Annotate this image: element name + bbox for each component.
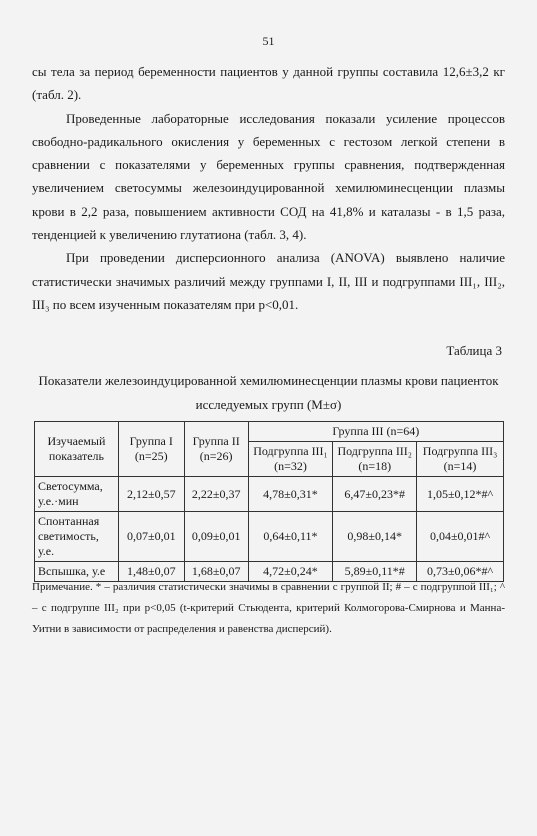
cell-subgroup-1: 4,72±0,24*: [248, 562, 333, 582]
data-table: [34, 421, 504, 582]
cell-subgroup-3: 1,05±0,12*#^: [417, 477, 504, 512]
row-label: Спонтанная светимость, у.е.: [35, 512, 119, 562]
cell-subgroup-1: 0,64±0,11*: [248, 512, 333, 562]
header-subgroup-2: Подгруппа III₂ (n=18): [333, 442, 417, 477]
table-header-row: [35, 422, 504, 442]
page-number: 51: [262, 34, 275, 48]
cell-group-2: 0,09±0,01: [184, 512, 248, 562]
cell-subgroup-3: 0,04±0,01#^: [417, 512, 504, 562]
header-group-2: Группа II (n=26): [184, 422, 248, 477]
row-label: Светосумма, у.е.·мин: [35, 477, 119, 512]
cell-subgroup-2: 0,98±0,14*: [333, 512, 417, 562]
paragraph-2: Проведенные лабораторные исследования показали усиление процессов свободно-радикального окисления у беременных с гестозом легкой степени в сравнении с показателями у беременных группы сравнения, подтвержденная увеличением светосуммы железоиндуцированной хемилюминесценции плазмы крови в 2,2 раза, повышением активности СОД на 41,8% и каталазы - в 1,5 раза, тенденцией к увеличению глутатиона (табл. 3, 4).: [32, 110, 505, 243]
table-number: Таблица 3: [446, 343, 502, 358]
cell-subgroup-2: 5,89±0,11*#: [333, 562, 417, 582]
header-subgroup-3: Подгруппа III₃ (n=14): [417, 442, 504, 477]
table-row: [35, 512, 504, 562]
cell-group-1: 2,12±0,57: [118, 477, 184, 512]
cell-subgroup-3: 0,73±0,06*#^: [417, 562, 504, 582]
header-subgroup-1: Подгруппа III₁ (n=32): [248, 442, 333, 477]
header-indicator: Изучаемый показатель: [35, 422, 119, 477]
cell-subgroup-1: 4,78±0,31*: [248, 477, 333, 512]
body-text: [32, 60, 505, 316]
paragraph-3: При проведении дисперсионного анализа (ANOVA) выявлено наличие статистически значимых различий между группами I, II, III и подгруппами III₁, III₂, III₃ по всем изученным показателям при p<0,01.: [32, 250, 505, 312]
paragraph-1: сы тела за период беременности пациентов у данной группы составила 12,6±3,2 кг (табл. 2).: [32, 64, 505, 103]
table-note: Примечание. * – различия статистически значимы в сравнении с группой II; # – с подгруппой III₁; ^ – с подгруппе III₂ при p<0,05 (t-критерий Стьюдента, критерий Колмогорова-Смирнова и Манна-Уитни в зависимости от распределения и равенства дисперсий).: [32, 581, 505, 635]
cell-group-2: 1,68±0,07: [184, 562, 248, 582]
cell-group-1: 1,48±0,07: [118, 562, 184, 582]
cell-group-2: 2,22±0,37: [184, 477, 248, 512]
header-group-3: Группа III (n=64): [248, 422, 503, 442]
cell-subgroup-2: 6,47±0,23*#: [333, 477, 417, 512]
cell-group-1: 0,07±0,01: [118, 512, 184, 562]
row-label: Вспышка, у.е: [35, 562, 119, 582]
header-group-1: Группа I (n=25): [118, 422, 184, 477]
table-caption: Показатели железоиндуцированной хемилюминесценции плазмы крови пациенток исследуемых групп (M±σ): [38, 373, 499, 412]
table-row: [35, 477, 504, 512]
